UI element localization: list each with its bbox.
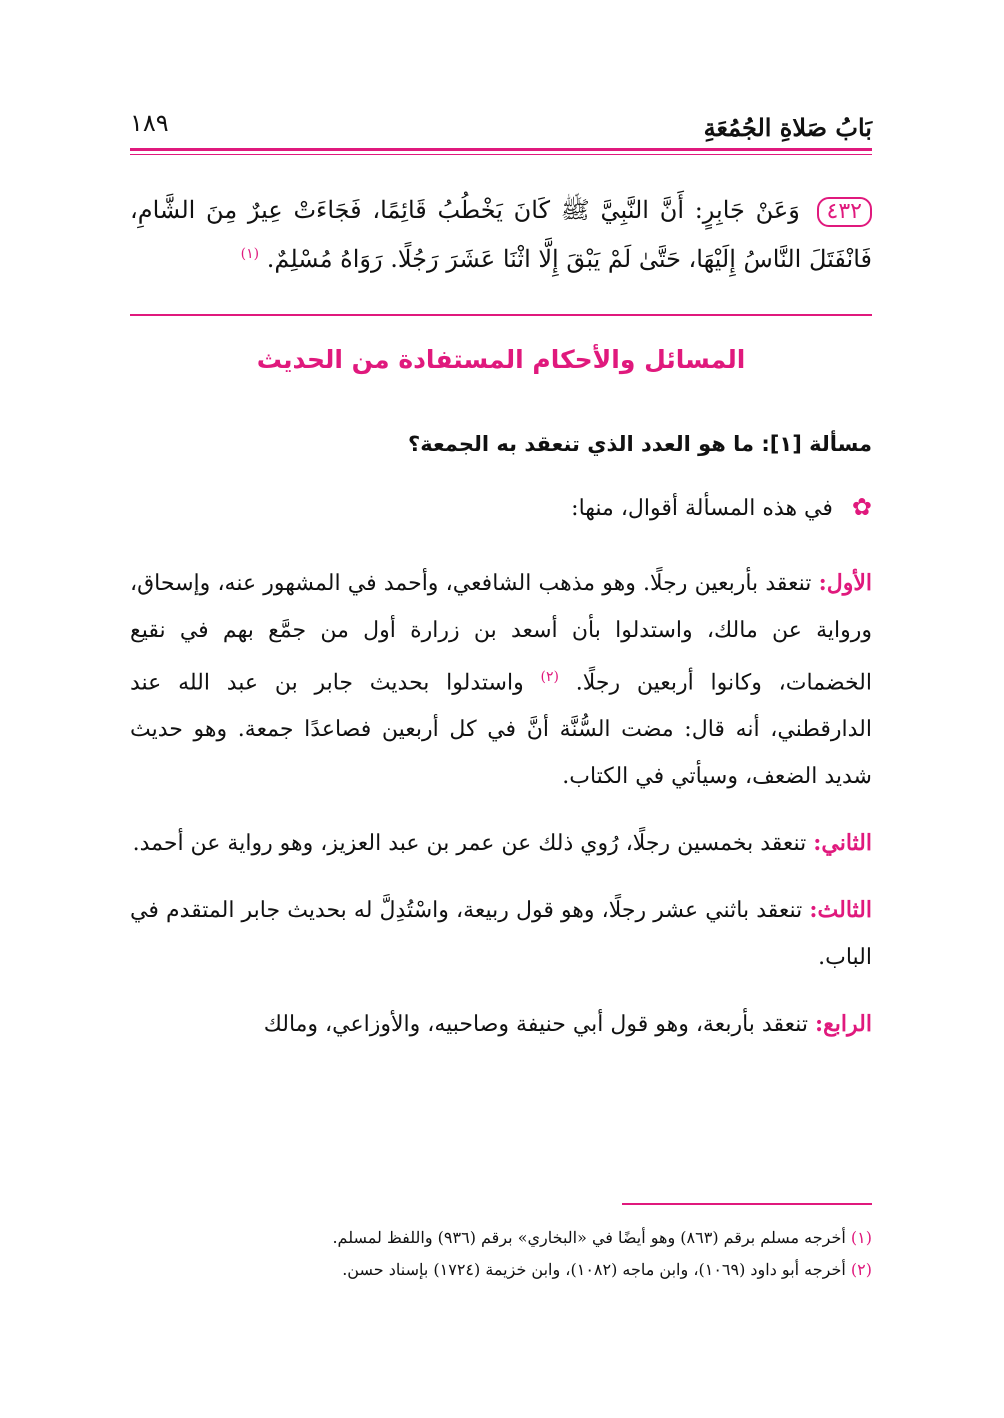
intro-line: [130, 493, 872, 521]
opinion-paragraph: [130, 1001, 872, 1048]
header-rule-thin: [130, 154, 872, 155]
opinion-text: تنعقد بأربعة، وهو قول أبي حنيفة وصاحبيه، والأوزاعي، ومالك: [263, 1012, 808, 1038]
question-text: ما هو العدد الذي تنعقد به الجمعة؟: [408, 432, 755, 456]
opinion-label: الرابع:: [814, 1011, 872, 1038]
chapter-title: بَابُ صَلاةِ الجُمُعَةِ: [703, 113, 872, 142]
footnote-divider: [622, 1203, 872, 1205]
opinion-paragraph: [130, 560, 872, 800]
page-number: ١٨٩: [130, 109, 169, 137]
footnotes: [130, 1222, 872, 1286]
opinion-paragraph: [130, 820, 872, 867]
opinion-label: الأول:: [818, 570, 873, 596]
footnote-ref-2[interactable]: (٢): [540, 669, 559, 685]
hadith-text: وَعَنْ جَابِرٍ: أَنَّ النَّبِيَّ ﷺ كَانَ يَخْطُبُ قَائِمًا، فَجَاءَتْ عِيرٌ مِنَ الشَّامِ، فَانْفَتَلَ النَّاسُ إِلَيْهَا، حَتَّىٰ لَمْ يَبْقَ إِلَّا اثْنَا عَشَرَ رَجُلًا. رَوَاهُ مُسْلِمٌ.: [130, 196, 872, 273]
opinion-label: الثاني:: [813, 830, 872, 857]
intro-text: في هذه المسألة أقوال، منها:: [571, 496, 833, 521]
opinion-paragraph: [130, 887, 872, 981]
footnote-text: أخرجه مسلم برقم (٨٦٣) وهو أيضًا في «البخاري» برقم (٩٣٦) واللفظ لمسلم.: [332, 1228, 846, 1247]
book-page: [130, 0, 872, 1418]
opinion-text: تنعقد بأربعين رجلًا. وهو مذهب الشافعي، وأحمد في المشهور عنه، وإسحاق، ورواية عن مالك، واستدلوا بأن أسعد بن زرارة أول من جمَّع بهم في نقيع الخضمات، وكانوا أربعين رجلًا.: [130, 571, 872, 696]
section-title: المسائل والأحكام المستفادة من الحديث: [256, 345, 746, 374]
header-rule-thick: [130, 148, 872, 151]
footnote-text: أخرجه أبو داود (١٠٦٩)، وابن ماجه (١٠٨٢)، وابن خزيمة (١٧٢٤) بإسناد حسن.: [342, 1260, 846, 1279]
hadith-block: [130, 188, 872, 281]
opinion-label: الثالث:: [809, 897, 872, 924]
flower-icon: ✿: [851, 493, 872, 521]
opinion-text-continued: واستدلوا بحديث جابر بن عبد الله عند الدارقطني، أنه قال: مضت السُّنَّة أنَّ في كل أربعين فصاعدًا جمعة. وهو حديث شديد الضعف، وسيأتي في الكتاب.: [130, 670, 872, 790]
footnote-ref-1[interactable]: (١): [240, 246, 260, 262]
section-divider: [130, 314, 872, 316]
hadith-number: ٤٣٢: [817, 197, 872, 227]
question-heading: [130, 432, 872, 456]
opinion-text: تنعقد بخمسين رجلًا، رُوي ذلك عن عمر بن عبد العزيز، وهو رواية عن أحمد.: [132, 831, 807, 857]
question-label: مسألة [١]:: [761, 432, 872, 456]
footnote-item: [130, 1254, 872, 1286]
opinion-text: تنعقد باثني عشر رجلًا، وهو قول ربيعة، واسْتُدِلَّ له بحديث جابر المتقدم في الباب.: [130, 898, 872, 971]
page-header: [130, 105, 872, 145]
footnote-item: [130, 1222, 872, 1254]
opinions-body: [130, 560, 872, 1068]
footnote-number: (٢): [850, 1260, 872, 1279]
footnote-number: (١): [850, 1228, 872, 1247]
